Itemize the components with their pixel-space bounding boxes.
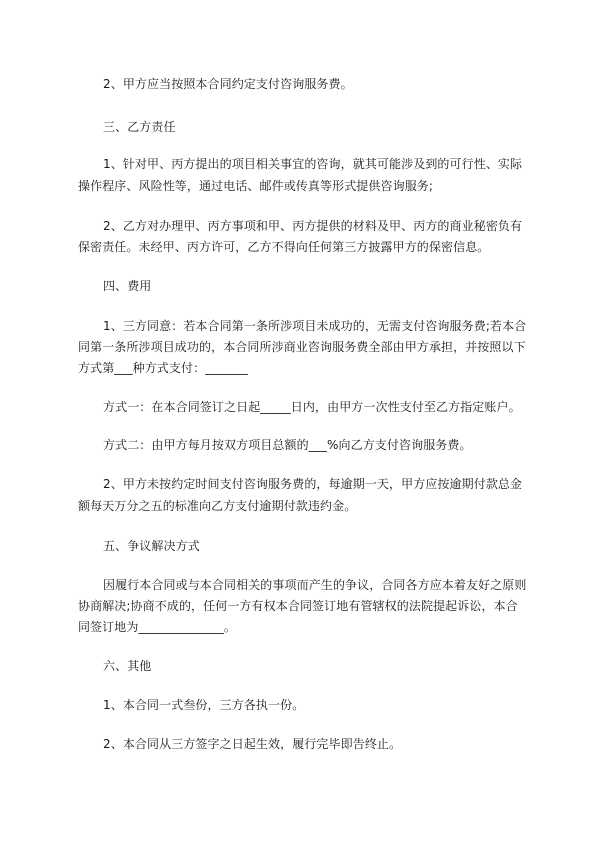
section-heading-dispute: 五、争议解决方式 xyxy=(103,539,200,553)
section-heading-other: 六、其他 xyxy=(103,659,152,673)
payment-method-one: 方式一：在本合同签订之日起_____日内，由甲方一次性支付至乙方指定账户。 xyxy=(103,400,521,414)
paragraph-line: 同第一条所涉项目成功的，本合同所涉商业咨询服务费全部由甲方承担，并按照以下 xyxy=(78,340,526,354)
paragraph-line: 1、本合同一式叁份，三方各执一份。 xyxy=(103,698,305,712)
paragraph-line: 协商解决;协商不成的，任何一方有权本合同签订地有管辖权的法院提起诉讼，本合 xyxy=(78,599,518,613)
payment-method-two: 方式二：由甲方每月按双方项目总额的___%向乙方支付咨询服务费。 xyxy=(103,438,472,452)
paragraph-line: 2、乙方对办理甲、丙方事项和甲、丙方提供的材料及甲、丙方的商业秘密负有 xyxy=(103,219,523,233)
paragraph-line: 方式第___种方式支付：_______ xyxy=(78,361,248,375)
paragraph-line: 1、三方同意：若本合同第一条所涉项目未成功的，无需支付咨询服务费;若本合 xyxy=(103,319,527,333)
section-heading-party-b-duties: 三、乙方责任 xyxy=(103,120,176,134)
section-heading-fees: 四、费用 xyxy=(103,279,152,293)
paragraph-line: 2、甲方未按约定时间支付咨询服务费的，每逾期一天，甲方应按逾期付款总金 xyxy=(103,477,523,491)
paragraph-line: 1、针对甲、丙方提出的项目相关事宜的咨询，就其可能涉及到的可行性、实际 xyxy=(103,157,523,171)
paragraph-line: 2、本合同从三方签字之日起生效，履行完毕即告终止。 xyxy=(103,737,402,751)
paragraph-line: 保密责任。未经甲、丙方许可，乙方不得向任何第三方披露甲方的保密信息。 xyxy=(78,240,490,254)
paragraph-line: 因履行本合同或与本合同相关的事项而产生的争议，合同各方应本着友好之原则 xyxy=(103,578,527,592)
paragraph-line: 操作程序、风险性等，通过电话、邮件或传真等形式提供咨询服务; xyxy=(78,179,434,193)
paragraph-line: 同签订地为______________。 xyxy=(78,620,237,634)
clause-2-payment: 2、甲方应当按照本合同约定支付咨询服务费。 xyxy=(103,77,353,91)
paragraph-line: 额每天万分之五的标准向乙方支付逾期付款违约金。 xyxy=(78,499,357,513)
